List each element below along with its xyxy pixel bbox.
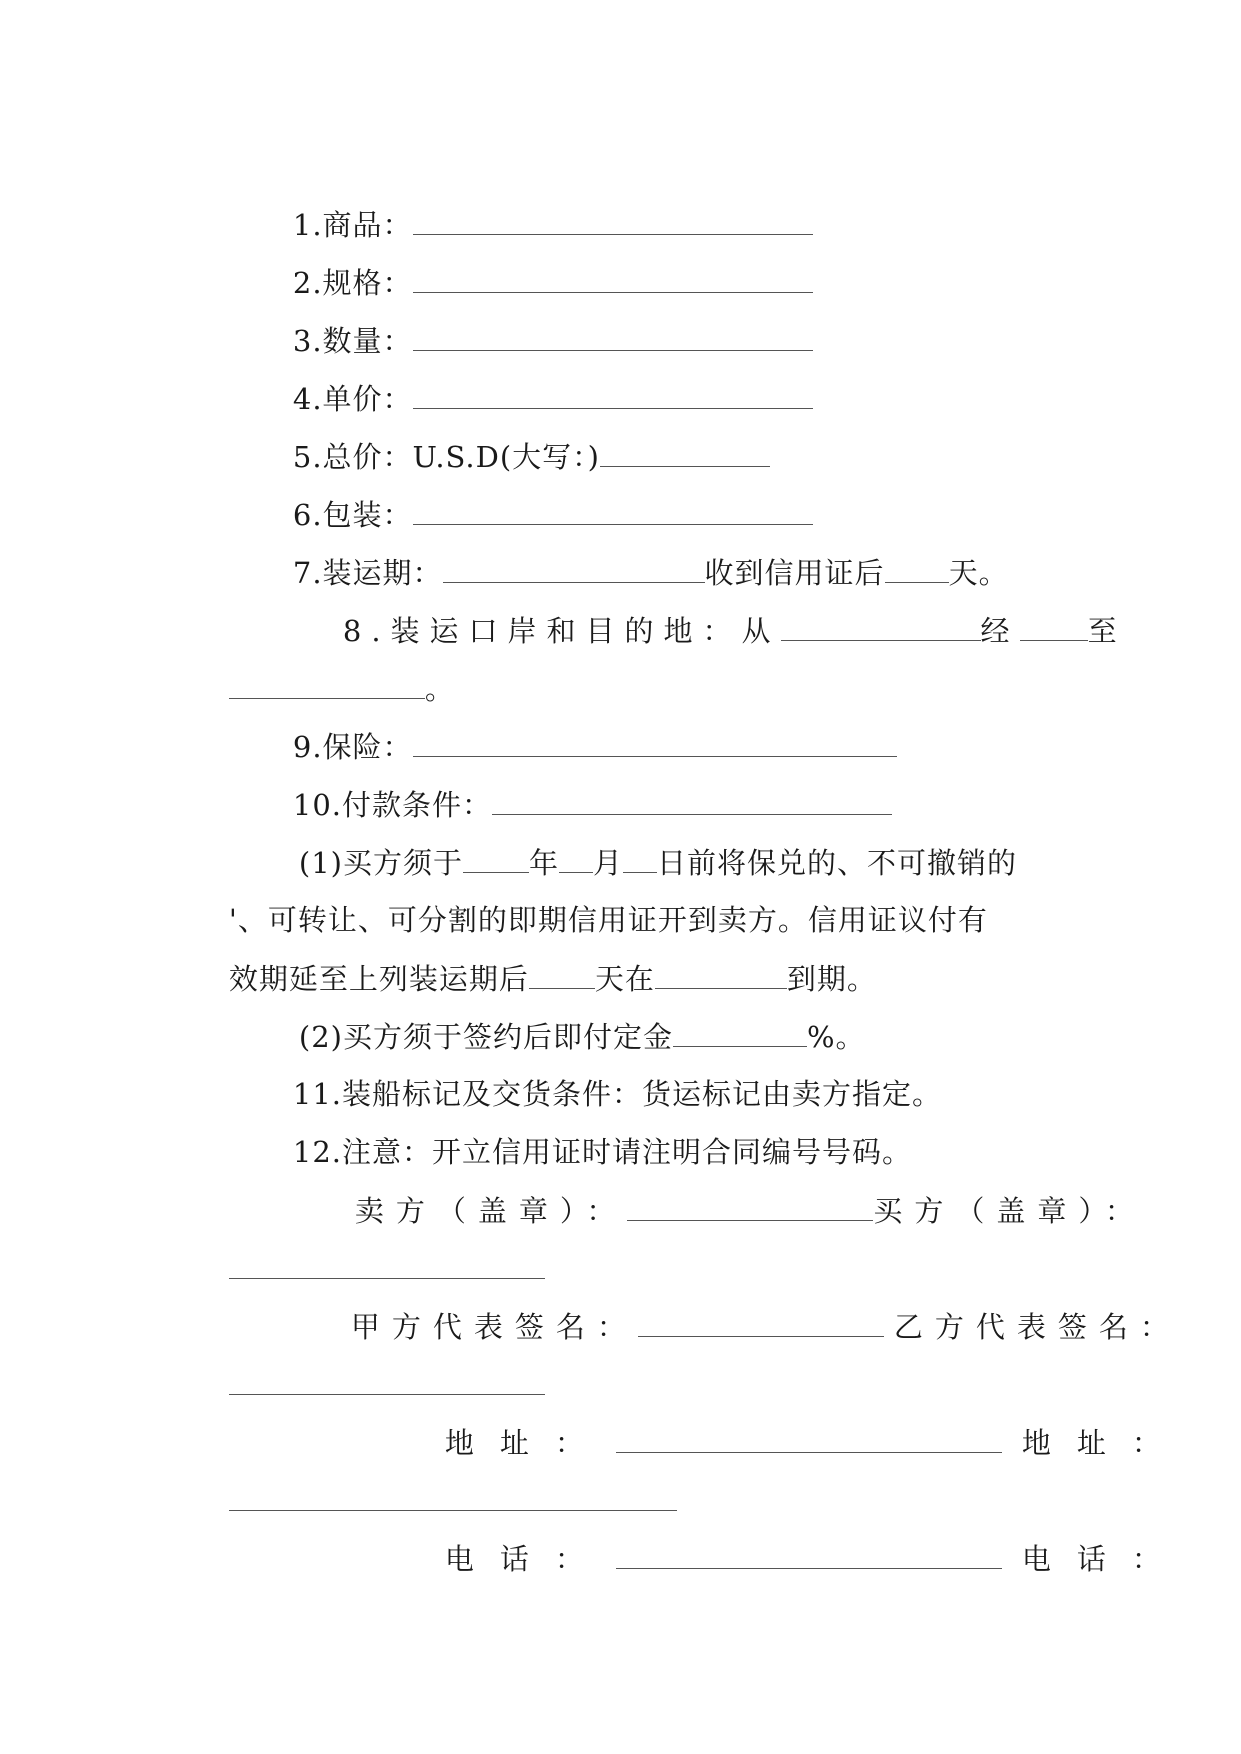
phone-left-blank[interactable] bbox=[616, 1538, 1002, 1569]
phone-line bbox=[304, 1498, 1187, 1619]
clause-1-part-a: (1)买方须于 bbox=[298, 846, 463, 880]
party-a-rep-blank[interactable] bbox=[638, 1306, 884, 1337]
party-b-rep-label: 乙方代表签名： bbox=[893, 1310, 1181, 1344]
item-shipping-marks-text: 11.装船标记及交货条件：货运标记由卖方指定。 bbox=[292, 1077, 942, 1111]
item-shipment-after-lc: 收到信用证后 bbox=[704, 556, 885, 590]
party-a-rep-label: 甲方代表签名： bbox=[350, 1310, 638, 1344]
item-port-to: 至 bbox=[1087, 614, 1127, 648]
item-payment-label: 10.付款条件： bbox=[292, 788, 492, 822]
item-packing-label: 6.包装： bbox=[292, 498, 413, 532]
port-from-blank[interactable] bbox=[781, 610, 981, 641]
clause-1-line3-a: 效期延至上列装运期后 bbox=[228, 962, 529, 996]
item-unit-price-label: 4.单价： bbox=[292, 382, 413, 416]
phone-right-label: 电话： bbox=[1021, 1542, 1187, 1576]
seller-seal-blank[interactable] bbox=[627, 1190, 873, 1221]
clause-2-part-b: %。 bbox=[806, 1020, 866, 1054]
item-quantity-label: 3.数量： bbox=[292, 324, 413, 358]
seller-seal-label: 卖方（盖章）： bbox=[354, 1194, 628, 1228]
item-note-text: 12.注意：开立信用证时请注明合同编号号码。 bbox=[292, 1135, 912, 1169]
buyer-seal-label: 买方（盖章）： bbox=[873, 1194, 1146, 1228]
item-total-price-label: 5.总价：U.S.D(大写：) bbox=[292, 440, 600, 474]
clause-1-month: 月 bbox=[592, 846, 623, 880]
clause-1-line3-b: 天在 bbox=[594, 962, 655, 996]
item-insurance-label: 9.保险： bbox=[292, 730, 413, 764]
item-port-end: 。 bbox=[424, 672, 455, 706]
clause-1-year: 年 bbox=[528, 846, 559, 880]
phone-left-label: 电话： bbox=[444, 1542, 610, 1576]
item-specification-label: 2.规格： bbox=[292, 266, 413, 300]
address-right-label: 地址： bbox=[1021, 1426, 1187, 1460]
item-shipment-label: 7.装运期： bbox=[292, 556, 443, 590]
clause-2-part-a: (2)买方须于签约后即付定金 bbox=[298, 1020, 673, 1054]
address-left-label: 地址： bbox=[444, 1426, 610, 1460]
clause-1-line3-c: 到期。 bbox=[786, 962, 877, 996]
item-port-via: 经 bbox=[980, 614, 1020, 648]
item-commodity-label: 1.商品： bbox=[292, 208, 413, 242]
clause-1-line2: '、可转让、可分割的即期信用证开到卖方。信用证议付有 bbox=[228, 903, 988, 937]
item-port-label: 8.装运口岸和目的地：从 bbox=[342, 614, 781, 648]
clause-1-part-d: 日前将保兑的、不可撤销的 bbox=[657, 846, 1018, 880]
port-via-blank[interactable] bbox=[1020, 610, 1088, 641]
item-shipment-days-unit: 天。 bbox=[948, 556, 1009, 590]
